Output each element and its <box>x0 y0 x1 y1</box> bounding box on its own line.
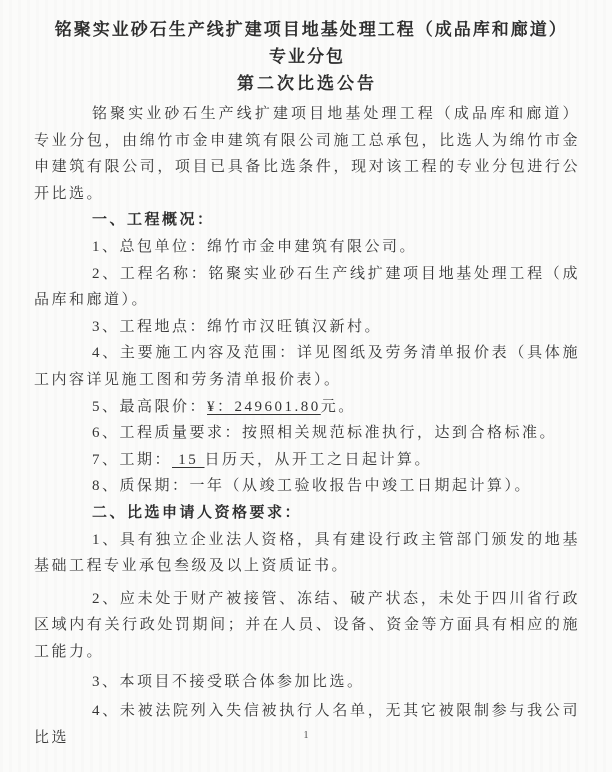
duration-days-value: 15 <box>172 451 205 468</box>
section1-item-contractor: 1、总包单位：绵竹市金申建筑有限公司。 <box>92 238 418 255</box>
price-limit-label: 5、最高限价： <box>92 398 208 415</box>
price-limit-value: ¥：249601.80 <box>207 398 321 415</box>
section2-item-no-consortium: 3、本项目不接受联合体参加比选。 <box>92 674 365 691</box>
section2-item-qualification: 1、具有独立企业法人资格，具有建设行政主管部门颁发的地基基础工程专业承包叁级及以上资质证书。 <box>34 531 580 575</box>
page-number: 1 <box>303 730 309 741</box>
section2-item-financial-status: 2、应未处于财产被接管、冻结、破产状态，未处于四川省行政区域内有关行政处罚期间；并在人员、设备、资金等方面具有相应的施工能力。 <box>34 590 580 660</box>
duration-suffix: 日历天，从开工之日起计算。 <box>204 451 433 468</box>
section1-item-duration <box>34 447 580 474</box>
duration-label: 7、工期： <box>92 451 173 468</box>
intro-paragraph: 铭聚实业砂石生产线扩建项目地基处理工程（成品库和廊道）专业分包，由绵竹市金申建筑有限公司施工总承包，比选人为绵竹市金申建筑有限公司，项目已具备比选条件，现对该工程的专业分包进行公开比选。 <box>34 106 580 202</box>
section1-item-warranty: 8、质保期：一年（从竣工验收报告中竣工日期起计算）。 <box>92 478 533 495</box>
document-subtitle: 第二次比选公告 <box>237 74 377 93</box>
section1-item-price-limit <box>34 394 580 421</box>
price-limit-unit: 元。 <box>320 398 356 415</box>
document-title: 铭聚实业砂石生产线扩建项目地基处理工程（成品库和廊道）专业分包 <box>54 20 560 66</box>
section2-item-credit-list: 4、未被法院列入失信被执行人名单，无其它被限制参与我公司比选 <box>34 703 580 746</box>
section1-item-scope: 4、主要施工内容及范围：详见图纸及劳务清单报价表（具体施工内容详见施工图和劳务清单报价表）。 <box>34 345 580 388</box>
section1-item-location: 3、工程地点：绵竹市汉旺镇汉新村。 <box>92 318 383 335</box>
section2-heading: 二、比选申请人资格要求： <box>92 504 303 521</box>
section1-item-project-name: 2、工程名称：铭聚实业砂石生产线扩建项目地基处理工程（成品库和廊道）。 <box>34 265 580 309</box>
section1-item-quality: 6、工程质量要求：按照相关规范标准执行，达到合格标准。 <box>92 425 558 442</box>
section1-heading: 一、工程概况： <box>92 212 215 229</box>
